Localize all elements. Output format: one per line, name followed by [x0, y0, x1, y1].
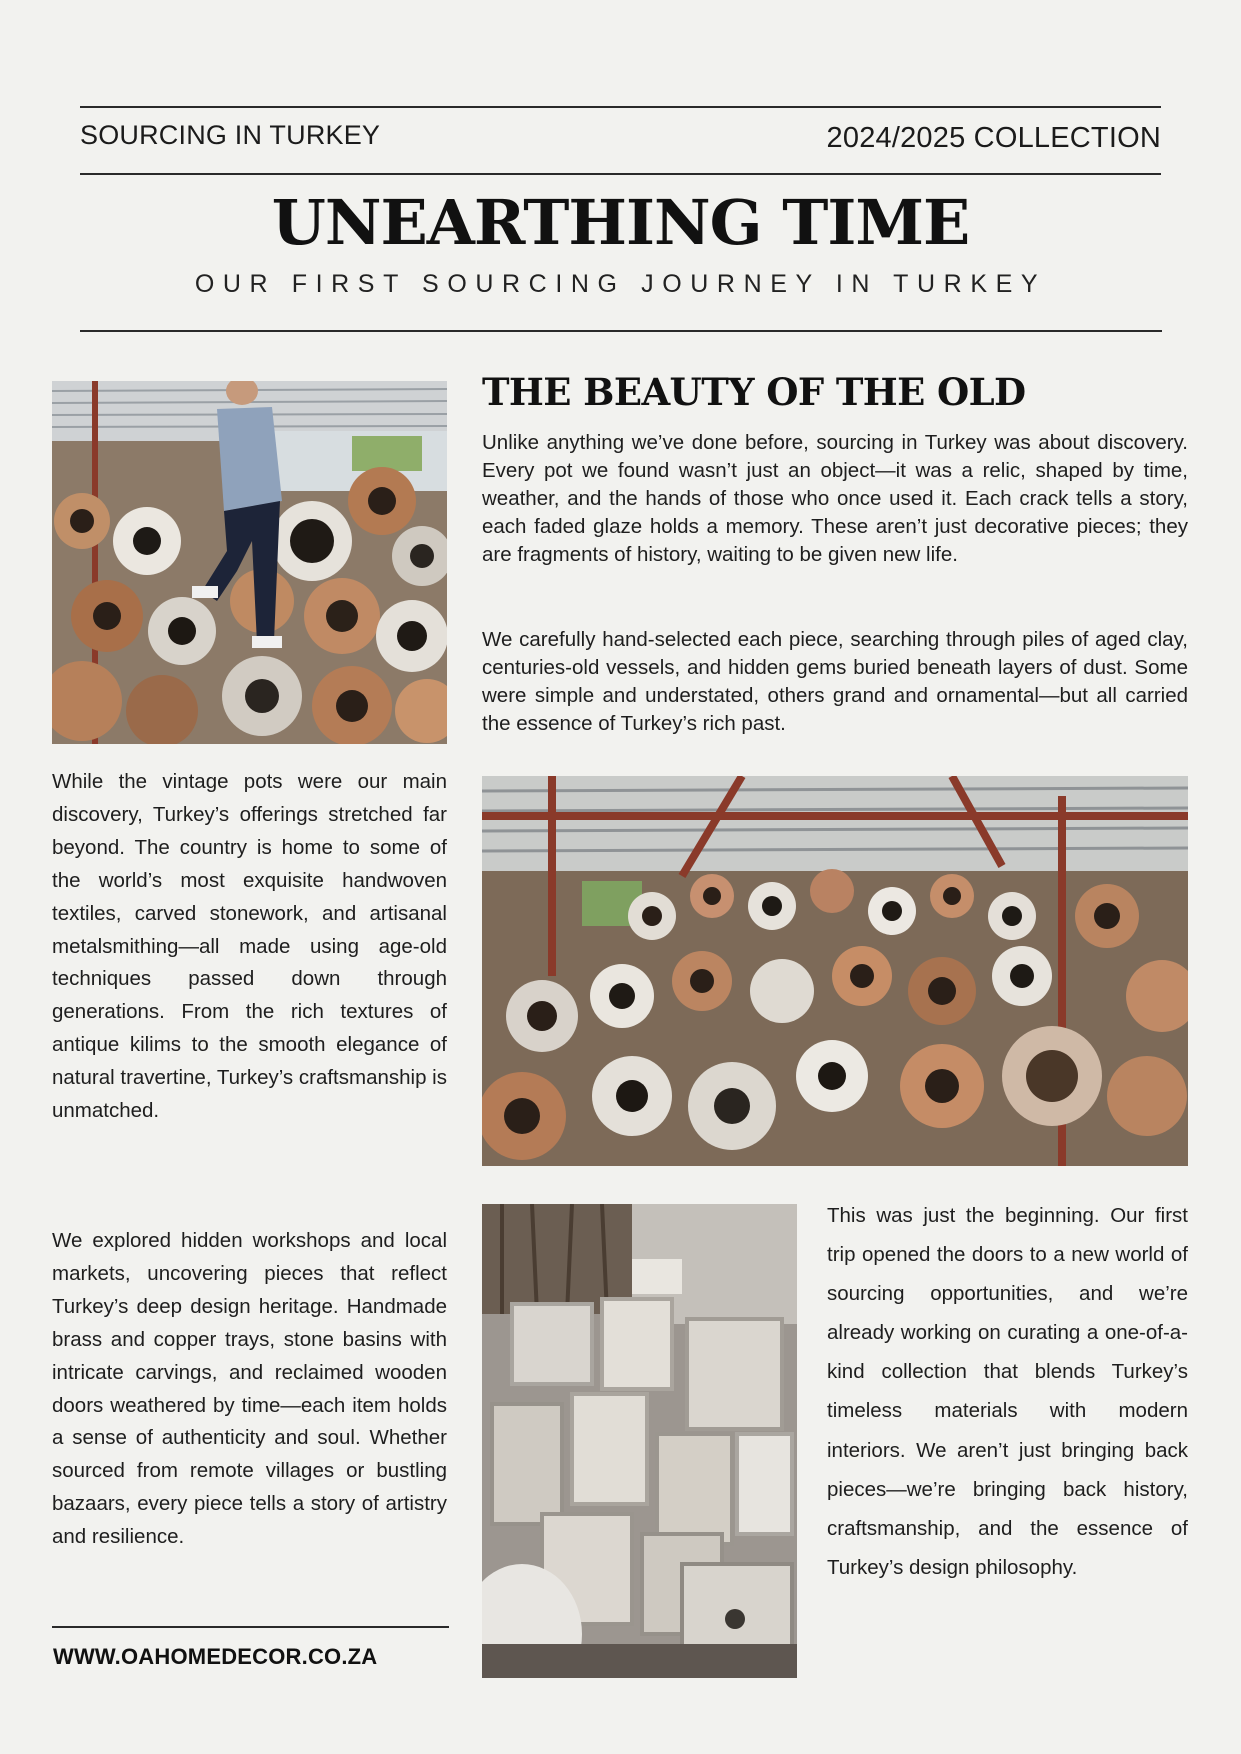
section-heading: THE BEAUTY OF THE OLD: [482, 370, 1026, 414]
top-rule: [80, 106, 1161, 108]
collection-label: 2024/2025 COLLECTION: [826, 122, 1161, 154]
photo-pot-pile: [482, 776, 1188, 1166]
page-subtitle: OUR FIRST SOURCING JOURNEY IN TURKEY: [194, 270, 1047, 298]
left-paragraph-2: We explored hidden workshops and local markets, uncovering pieces that reflect Turkey’s deep design heritage. Handmade brass and copper trays, stone basins with intricate carvings, and reclaimed wooden doors weathered by time—each item holds a sense of authenticity and soul. Whether sourced from remote villages or bustling bazaars, every piece tells a story of artistry and resilience.: [52, 1229, 447, 1549]
header-bottom-rule: [80, 173, 1161, 175]
photo-man-on-pots: [52, 381, 447, 744]
page-title: UNEARTHING TIME: [271, 186, 970, 259]
intro-paragraph-2: We carefully hand-selected each piece, searching through piles of aged clay, centuries-old vessels, and hidden gems buried beneath layers of dust. Some were simple and understated, others grand and ornamental—but all carried the essence of Turkey’s rich past.: [482, 628, 1188, 736]
title-rule: [80, 330, 1162, 332]
intro-paragraph-1: Unlike anything we’ve done before, sourcing in Turkey was about discovery. Every pot we found wasn’t just an object—it was a relic, shaped by time, weather, and the hands of those who once used it. Each crack tells a story, each faded glaze holds a memory. These aren’t just decorative pieces; they are fragments of history, waiting to be given new life.: [482, 431, 1188, 567]
sourcing-label: SOURCING IN TURKEY: [80, 120, 381, 150]
right-paragraph: This was just the beginning. Our first trip opened the doors to a new world of sourcing opportunities, and we’re already working on curating a one-of-a-kind collection that blends Turkey’s timeless materials with modern interiors. We aren’t just bringing back pieces—we’re bringing back history, craftsmanship, and the essence of Turkey’s design philosophy.: [827, 1204, 1188, 1579]
photo-stone-basins: [482, 1204, 797, 1678]
left-paragraph-1: While the vintage pots were our main discovery, Turkey’s offerings stretched far beyond. The country is home to some of the world’s most exquisite handwoven textiles, carved stonework, and artisanal metalsmithing—all made using age-old techniques passed down through generations. From the rich textures of antique kilims to the smooth elegance of natural travertine, Turkey’s craftsmanship is unmatched.: [52, 770, 447, 1123]
website-link[interactable]: WWW.OAHOMEDECOR.CO.ZA: [53, 1644, 378, 1669]
footer-rule: [52, 1626, 449, 1628]
